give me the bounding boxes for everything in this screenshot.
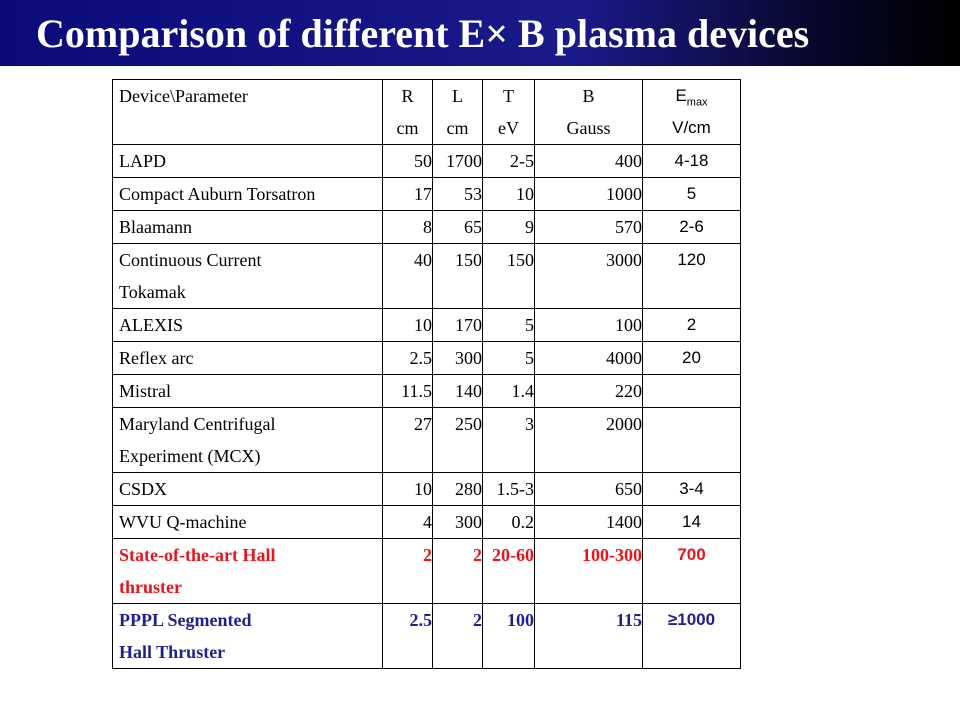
cell-l: 2 — [433, 539, 483, 604]
cell-b: 1400 — [535, 506, 643, 539]
cell-b: 400 — [535, 145, 643, 178]
cell-emax: 3-4 — [643, 473, 741, 506]
cell-l: 1700 — [433, 145, 483, 178]
cell-t: 10 — [483, 178, 535, 211]
header-l: L cm — [433, 80, 483, 145]
cell-emax: 14 — [643, 506, 741, 539]
cell-t: 2-5 — [483, 145, 535, 178]
table-row — [113, 178, 741, 211]
cell-emax: 4-18 — [643, 145, 741, 178]
title-bar — [0, 0, 960, 66]
cell-emax — [643, 375, 741, 408]
cell-l: 53 — [433, 178, 483, 211]
table-row — [113, 473, 741, 506]
cell-l: 300 — [433, 342, 483, 375]
cell-t: 1.4 — [483, 375, 535, 408]
device-name-cell: Reflex arc — [113, 342, 383, 375]
device-name-cell: Blaamann — [113, 211, 383, 244]
cell-b: 100 — [535, 309, 643, 342]
cell-b: 220 — [535, 375, 643, 408]
cell-emax: 700 — [643, 539, 741, 604]
table-row — [113, 375, 741, 408]
cell-t: 150 — [483, 244, 535, 309]
cell-r: 17 — [383, 178, 433, 211]
cell-l: 140 — [433, 375, 483, 408]
table-header-row — [113, 80, 741, 145]
device-name-cell: WVU Q-machine — [113, 506, 383, 539]
cell-r: 10 — [383, 309, 433, 342]
device-name-cell: LAPD — [113, 145, 383, 178]
cell-emax: 120 — [643, 244, 741, 309]
cell-emax: ≥1000 — [643, 604, 741, 669]
cell-t: 5 — [483, 309, 535, 342]
cell-t: 0.2 — [483, 506, 535, 539]
cell-l: 170 — [433, 309, 483, 342]
cell-r: 40 — [383, 244, 433, 309]
header-r: R cm — [383, 80, 433, 145]
device-name-cell: CSDX — [113, 473, 383, 506]
device-name-cell: Compact Auburn Torsatron — [113, 178, 383, 211]
header-b: B Gauss — [535, 80, 643, 145]
cell-t: 20-60 — [483, 539, 535, 604]
cell-emax: 2-6 — [643, 211, 741, 244]
comparison-table — [112, 79, 741, 669]
cell-b: 4000 — [535, 342, 643, 375]
device-name-cell: Continuous Current Tokamak — [113, 244, 383, 309]
table-row — [113, 506, 741, 539]
cell-l: 65 — [433, 211, 483, 244]
header-t: T eV — [483, 80, 535, 145]
cell-l: 2 — [433, 604, 483, 669]
cell-r: 2.5 — [383, 604, 433, 669]
cell-emax — [643, 408, 741, 473]
cell-t: 9 — [483, 211, 535, 244]
table-row — [113, 145, 741, 178]
cell-b: 2000 — [535, 408, 643, 473]
cell-t: 5 — [483, 342, 535, 375]
device-name-cell: State-of-the-art Hall thruster — [113, 539, 383, 604]
device-name-cell: Maryland Centrifugal Experiment (MCX) — [113, 408, 383, 473]
cell-t: 100 — [483, 604, 535, 669]
table-row — [113, 539, 741, 604]
cell-r: 2 — [383, 539, 433, 604]
header-emax: $E_{max}$ V/cm — [643, 80, 741, 145]
cell-r: 4 — [383, 506, 433, 539]
table-row — [113, 604, 741, 669]
cell-b: 3000 — [535, 244, 643, 309]
cell-emax: 20 — [643, 342, 741, 375]
cell-r: 10 — [383, 473, 433, 506]
table-row — [113, 408, 741, 473]
cell-b: 650 — [535, 473, 643, 506]
table-row — [113, 342, 741, 375]
cell-l: 280 — [433, 473, 483, 506]
device-name-cell: PPPL Segmented Hall Thruster — [113, 604, 383, 669]
cell-b: 100-300 — [535, 539, 643, 604]
cell-t: 1.5-3 — [483, 473, 535, 506]
cell-b: 570 — [535, 211, 643, 244]
slide-title: Comparison of different E× B plasma devices — [36, 11, 810, 56]
cell-r: 2.5 — [383, 342, 433, 375]
cell-r: 11.5 — [383, 375, 433, 408]
table-row — [113, 244, 741, 309]
cell-b: 115 — [535, 604, 643, 669]
cell-t: 3 — [483, 408, 535, 473]
cell-r: 50 — [383, 145, 433, 178]
cell-l: 300 — [433, 506, 483, 539]
cell-emax: 2 — [643, 309, 741, 342]
header-device: Device\Parameter — [113, 80, 383, 145]
cell-emax: 5 — [643, 178, 741, 211]
cell-l: 150 — [433, 244, 483, 309]
cell-b: 1000 — [535, 178, 643, 211]
table-row — [113, 211, 741, 244]
device-name-cell: Mistral — [113, 375, 383, 408]
device-name-cell: ALEXIS — [113, 309, 383, 342]
cell-r: 27 — [383, 408, 433, 473]
cell-r: 8 — [383, 211, 433, 244]
table-row — [113, 309, 741, 342]
cell-l: 250 — [433, 408, 483, 473]
